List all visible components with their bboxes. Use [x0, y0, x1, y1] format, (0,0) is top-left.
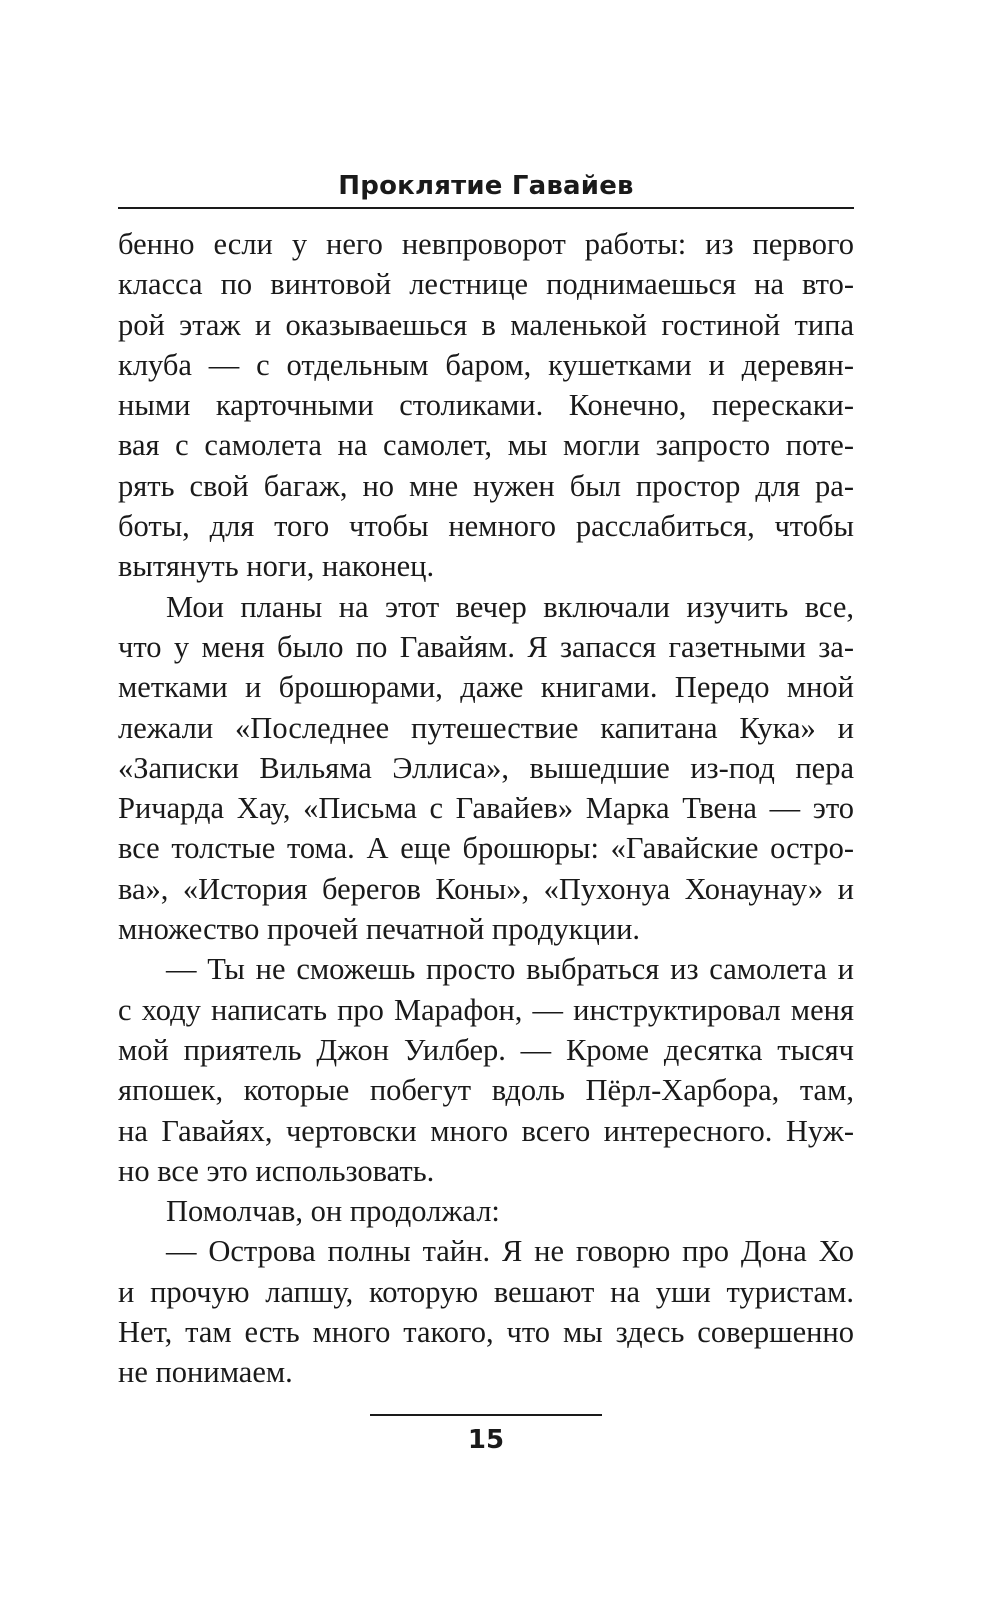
text-line: рой этаж и оказываешься в маленькой гостиной типа — [118, 307, 854, 342]
text-line: «Записки Вильяма Эллиса», вышедшие из-под пера — [118, 750, 854, 785]
footer-rule — [370, 1414, 602, 1416]
text-line: бенно если у него невпроворот работы: из первого — [118, 227, 854, 261]
text-line: что у меня было по Гавайям. Я запасся газетными за- — [118, 629, 854, 664]
text-line: Помолчав, он продолжал: — [166, 1194, 500, 1229]
text-line: все толстые тома. А еще брошюры: «Гавайские остро- — [118, 831, 854, 866]
text-line: — Острова полны тайн. Я не говорю про Дона Хо — [166, 1234, 854, 1269]
text-line: — Ты не сможешь просто выбраться из самолета и — [166, 952, 854, 987]
text-line: вытянуть ноги, наконец. — [118, 549, 435, 584]
text-line: лежали «Последнее путешествие капитана Кука» и — [118, 710, 854, 745]
text-line: множество прочей печатной продукции. — [118, 912, 641, 947]
text-line: боты, для того чтобы немного расслабиться, чтобы — [118, 509, 854, 544]
page-number: 15 — [467, 1425, 505, 1455]
text-line: япошек, которые побегут вдоль Пёрл-Харбора, там, — [118, 1073, 854, 1108]
running-head: Проклятие Гавайев — [338, 171, 634, 201]
text-line: с ходу написать про Марафон, — инструктировал меня — [118, 992, 854, 1027]
text-line: ва», «История берегов Коны», «Пухонуа Хонаунау» и — [118, 871, 854, 906]
text-line: класса по винтовой лестнице поднимаешься на вто- — [118, 267, 854, 302]
header-rule — [118, 207, 854, 209]
text-line: Ричарда Хау, «Письма с Гавайев» Марка Твена — это — [118, 791, 854, 826]
text-line: ными карточными столиками. Конечно, перескаки- — [118, 388, 854, 423]
text-line: метками и брошюрами, даже книгами. Передо мной — [118, 670, 854, 705]
text-line: рять свой багаж, но мне нужен был простор для ра- — [118, 468, 854, 503]
text-line: не понимаем. — [118, 1355, 293, 1390]
text-line: Нет, там есть много такого, что мы здесь совершенно — [118, 1315, 854, 1350]
text-line: Мои планы на этот вечер включали изучить все, — [166, 589, 854, 624]
text-line: и прочую лапшу, которую вешают на уши туристам. — [118, 1274, 854, 1309]
body-text — [118, 224, 854, 1393]
text-line: мой приятель Джон Уилбер. — Кроме десятка тысяч — [118, 1032, 854, 1067]
text-line: клуба — с отдельным баром, кушетками и деревян- — [118, 347, 854, 382]
text-line: на Гавайях, чертовски много всего интересного. Нуж- — [118, 1113, 854, 1148]
text-line: но все это использовать. — [118, 1153, 435, 1188]
text-line: вая с самолета на самолет, мы могли запросто поте- — [118, 428, 854, 463]
